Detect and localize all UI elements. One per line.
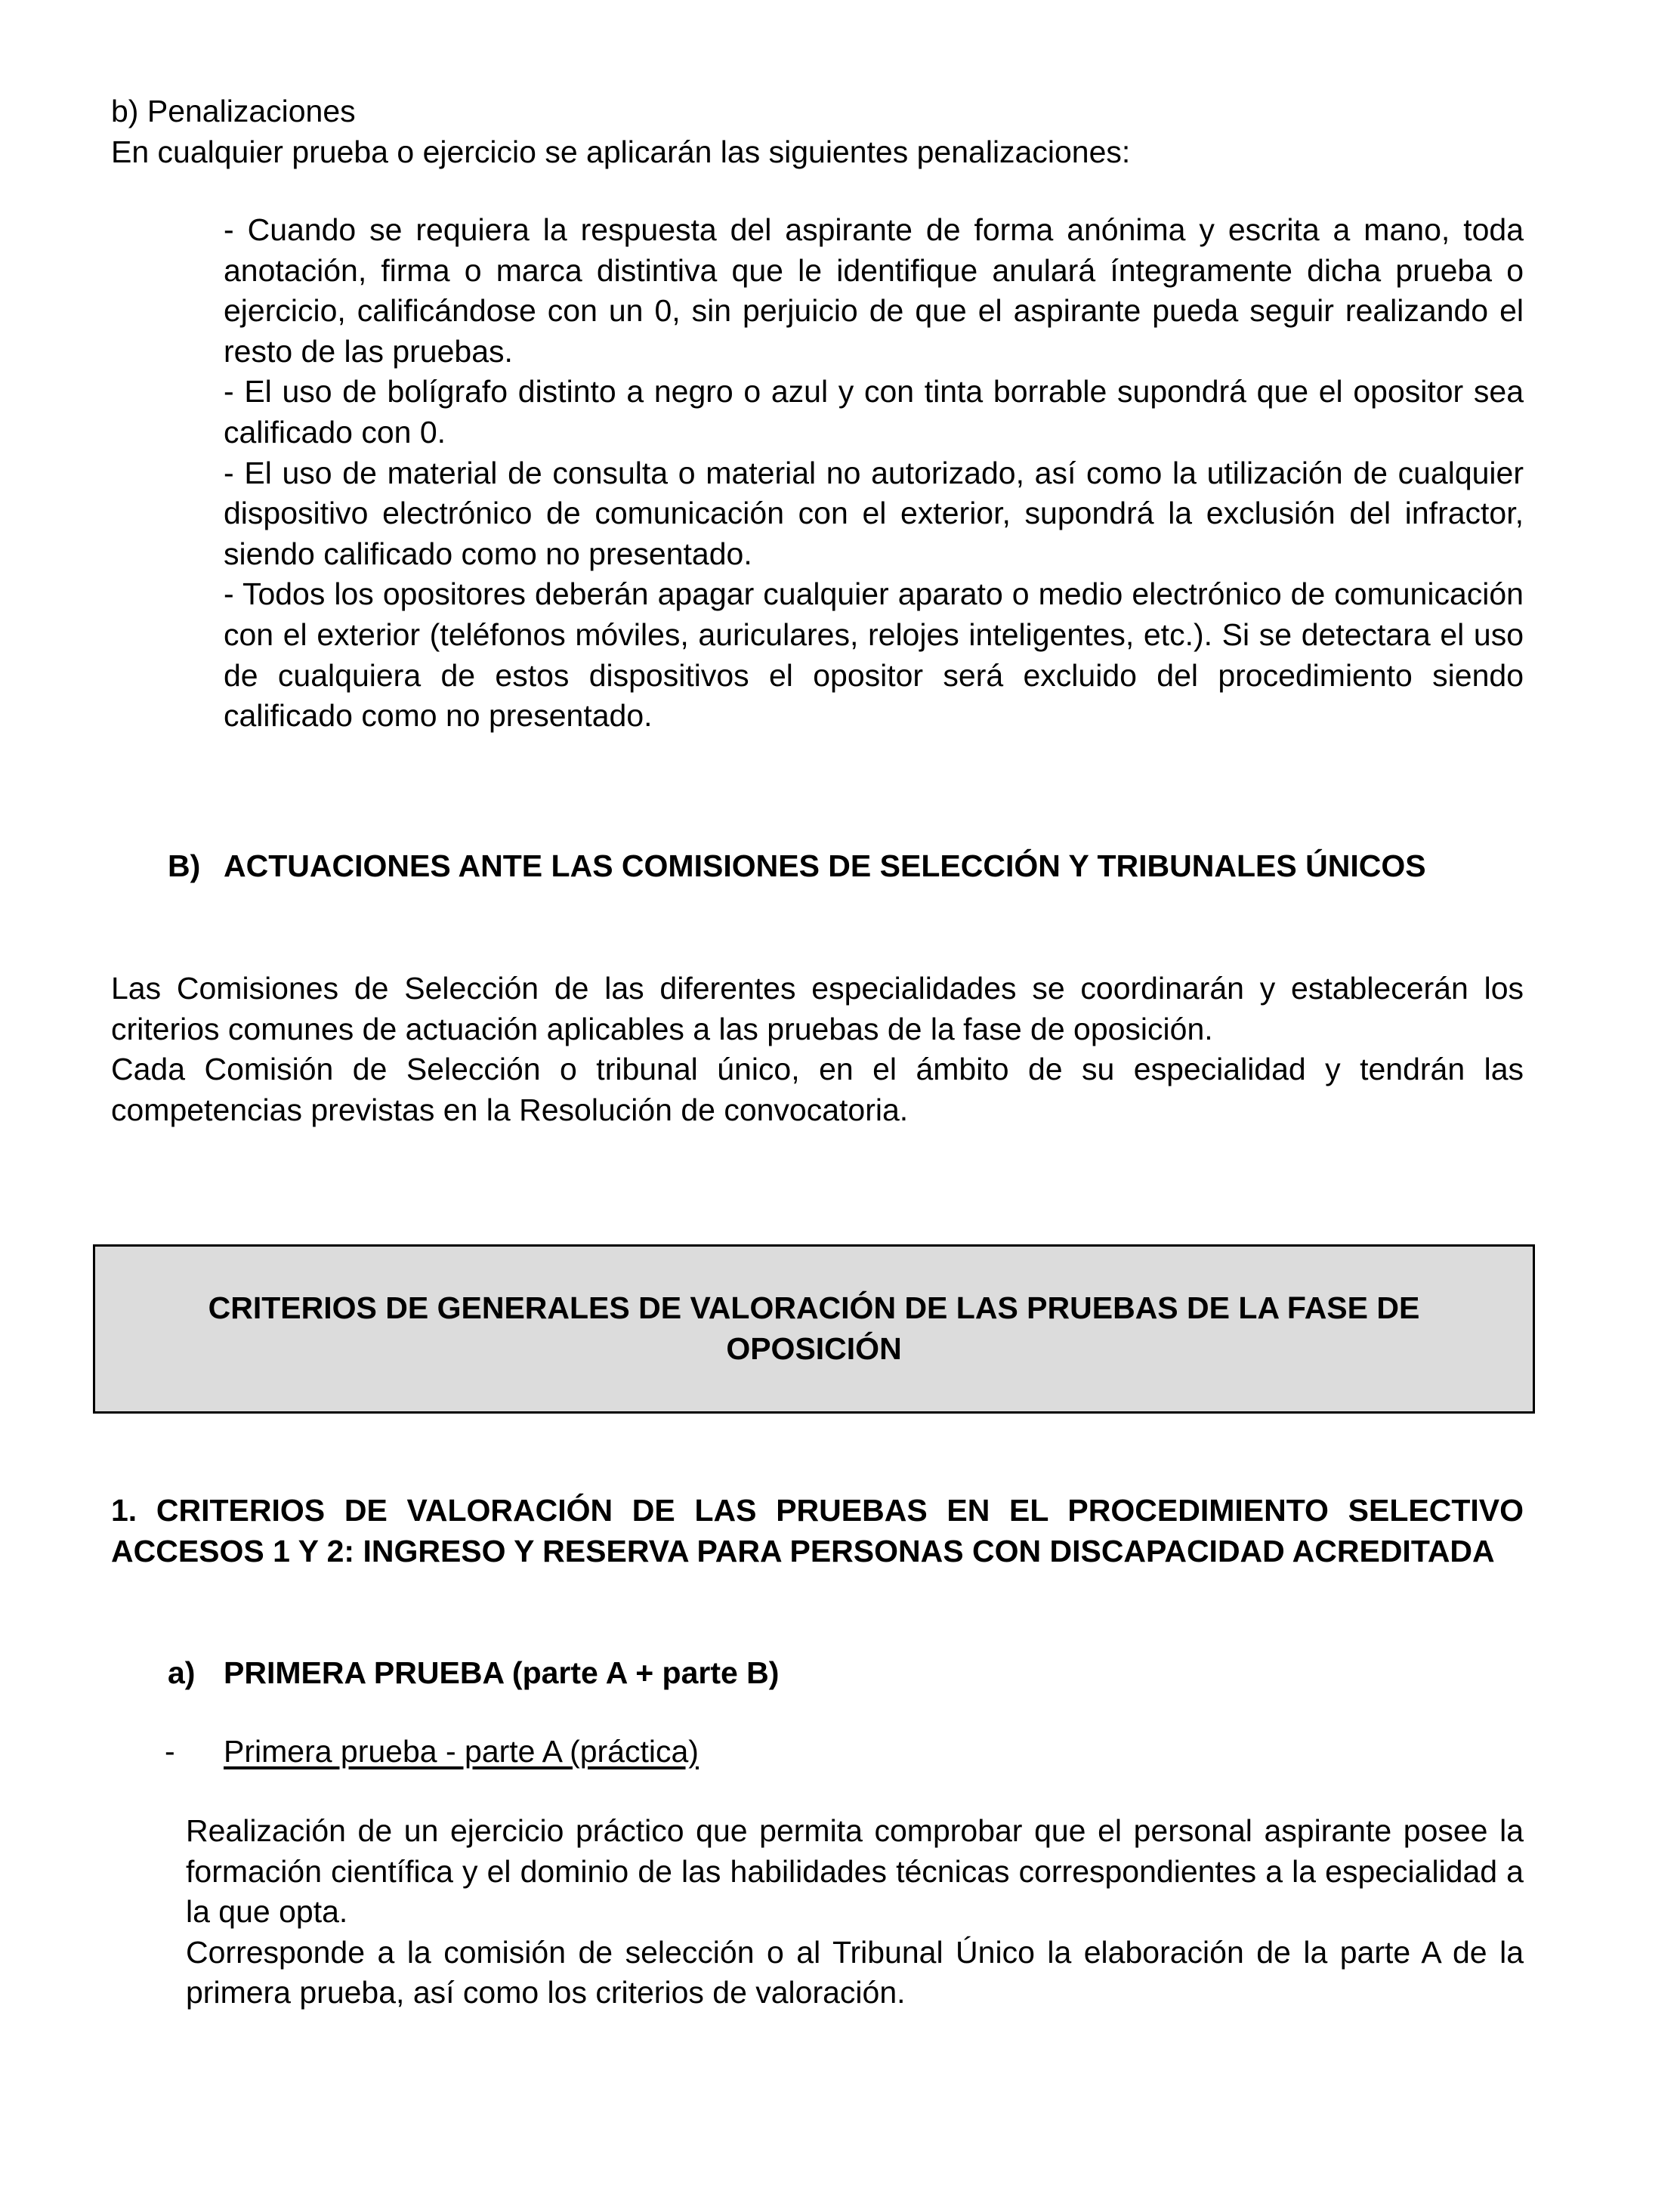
subsection-a-letter: a) <box>168 1655 196 1690</box>
penalizaciones-list <box>224 210 1524 737</box>
criteria-title-box <box>93 1244 1535 1414</box>
penalizaciones-section <box>111 91 1524 172</box>
penalizacion-item: - Cuando se requiera la respuesta del aspirante de forma anónima y escrita a mano, toda anotación, firma o marca distintiva que le identifique anulará íntegramente dicha prueba o ejercicio, calificándose con un 0, sin perjuicio de que el aspirante pueda seguir realizando el resto de las pruebas. <box>224 212 1524 369</box>
section-b-heading <box>168 846 1524 887</box>
part-a-paragraph: Corresponde a la comisión de selección o al Tribunal Único la elaboración de la parte A de la primera prueba, así como los criterios de valoración. <box>186 1934 1524 2010</box>
part-a-body <box>186 1811 1524 2013</box>
subsection-a-heading <box>168 1653 1524 1694</box>
part-a-title: Primera prueba - parte A (práctica) <box>224 1734 699 1769</box>
section-b-title: ACTUACIONES ANTE LAS COMISIONES DE SELECCIÓN Y TRIBUNALES ÚNICOS <box>224 848 1426 883</box>
penalizaciones-intro: En cualquier prueba o ejercicio se aplicarán las siguientes penalizaciones: <box>111 134 1131 169</box>
section-b-paragraph: Cada Comisión de Selección o tribunal único, en el ámbito de su especialidad y tendrán las competencias previstas en la Resolución de convocatoria. <box>111 1052 1524 1127</box>
part-a-heading <box>165 1732 1524 1772</box>
part-a-dash: - <box>165 1734 175 1769</box>
penalizacion-item: - Todos los opositores deberán apagar cualquier aparato o medio electrónico de comunicación con el exterior (teléfonos móviles, auriculares, relojes inteligentes, etc.). Si se detectara el uso de cualquiera de estos dispositivos el opositor será excluido del procedimiento siendo calificado como no presentado. <box>224 576 1524 734</box>
criteria-title: CRITERIOS DE GENERALES DE VALORACIÓN DE LAS PRUEBAS DE LA FASE DE OPOSICIÓN <box>208 1290 1420 1366</box>
section-b-letter: B) <box>168 848 201 883</box>
section-1-heading <box>111 1491 1524 1571</box>
penalizacion-item: - El uso de bolígrafo distinto a negro o azul y con tinta borrable supondrá que el opositor sea calificado con 0. <box>224 374 1524 450</box>
section-b-body <box>111 969 1524 1130</box>
part-a-paragraph: Realización de un ejercicio práctico que permita comprobar que el personal aspirante posee la formación científica y el dominio de las habilidades técnicas correspondientes a la especialidad a la que opta. <box>186 1813 1524 1930</box>
section-1-title: 1. CRITERIOS DE VALORACIÓN DE LAS PRUEBAS EN EL PROCEDIMIENTO SELECTIVO ACCESOS 1 Y 2: INGRESO Y RESERVA PARA PERSONAS CON DISCAPACIDAD ACREDITADA <box>111 1493 1524 1568</box>
penalizacion-item: - El uso de material de consulta o material no autorizado, así como la utilización de cualquier dispositivo electrónico de comunicación con el exterior, supondrá la exclusión del infractor, siendo calificado como no presentado. <box>224 455 1524 571</box>
subsection-a-title: PRIMERA PRUEBA (parte A + parte B) <box>224 1655 780 1690</box>
section-b-paragraph: Las Comisiones de Selección de las diferentes especialidades se coordinarán y establecerán los criterios comunes de actuación aplicables a las pruebas de la fase de oposición. <box>111 971 1524 1046</box>
penalizaciones-title: b) Penalizaciones <box>111 94 356 128</box>
